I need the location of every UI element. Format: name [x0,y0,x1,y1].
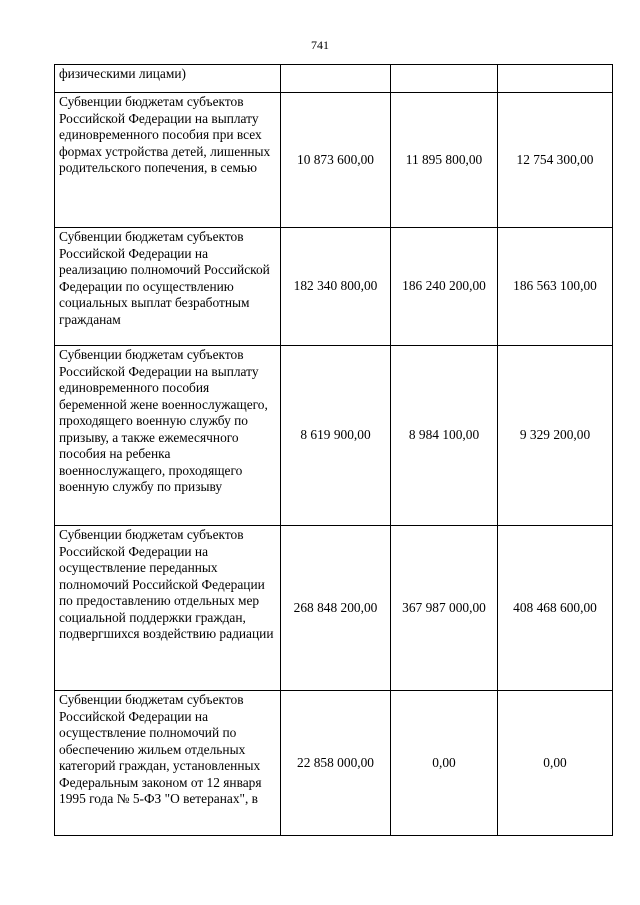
row-name-cell: Субвенции бюджетам субъектов Российской Федерации на реализацию полномочий Российской Федерации по осуществлению социальных выплат безработным гражданам [55,228,281,346]
value-cell-2: 0,00 [391,691,498,836]
value-cell-1: 8 619 900,00 [281,346,391,526]
value-cell-3: 9 329 200,00 [498,346,613,526]
value-cell-1 [281,65,391,93]
value-cell-3: 186 563 100,00 [498,228,613,346]
value-cell-3: 0,00 [498,691,613,836]
table-row [55,346,613,526]
value-cell-1: 182 340 800,00 [281,228,391,346]
table-row [55,526,613,691]
row-name-cell: Субвенции бюджетам субъектов Российской Федерации на осуществление полномочий по обеспечению жильем отдельных категорий граждан, установленных Федеральным законом от 12 января 1995 года № 5-ФЗ "О ветеранах", в [55,691,281,836]
table-row [55,228,613,346]
row-name-cell: Субвенции бюджетам субъектов Российской Федерации на осуществление переданных полномочий Российской Федерации по предоставлению отдельных мер социальной поддержки граждан, подвергшихся воздействию радиации [55,526,281,691]
value-cell-2 [391,65,498,93]
value-cell-1: 22 858 000,00 [281,691,391,836]
value-cell-2: 11 895 800,00 [391,93,498,228]
table-row [55,691,613,836]
row-name-cell: Субвенции бюджетам субъектов Российской Федерации на выплату единовременного пособия при всех формах устройства детей, лишенных родительского попечения, в семью [55,93,281,228]
value-cell-2: 8 984 100,00 [391,346,498,526]
table-row [55,65,613,93]
value-cell-2: 186 240 200,00 [391,228,498,346]
row-name-cell: физическими лицами) [55,65,281,93]
value-cell-3: 12 754 300,00 [498,93,613,228]
value-cell-3: 408 468 600,00 [498,526,613,691]
page-number: 741 [311,38,329,52]
budget-table [54,64,613,836]
value-cell-1: 268 848 200,00 [281,526,391,691]
row-name-cell: Субвенции бюджетам субъектов Российской Федерации на выплату единовременного пособия беременной жене военнослужащего, проходящего военную службу по призыву, а также ежемесячного пособия на ребенка военнослужащего, проходящего военную службу по призыву [55,346,281,526]
value-cell-1: 10 873 600,00 [281,93,391,228]
value-cell-2: 367 987 000,00 [391,526,498,691]
table-row [55,93,613,228]
value-cell-3 [498,65,613,93]
